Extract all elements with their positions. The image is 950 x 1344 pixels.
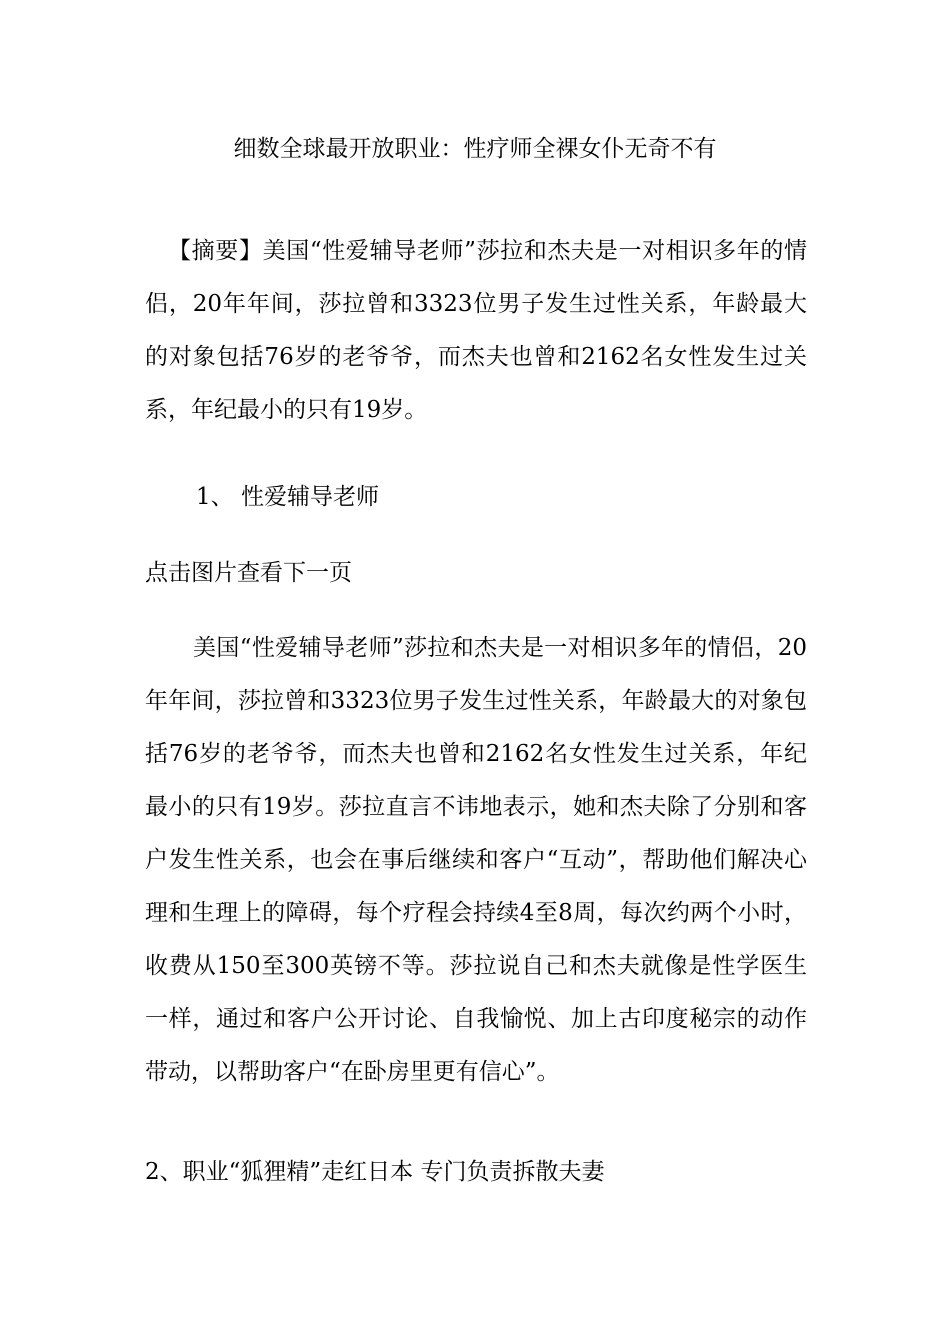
section-2-heading: 2、职业“狐狸精”走红日本 专门负责拆散夫妻 (145, 1159, 605, 1185)
section-1-paragraph: 美国“性爱辅导老师”莎拉和杰夫是一对相识多年的情侣，20年年间，莎拉曾和3323位男子发生过性关系，年龄最大的对象包括76岁的老爷爷，而杰夫也曾和2162名女性发生过关系，年纪最小的只有19岁。莎拉直言不讳地表示，她和杰夫除了分别和客户发生性关系，也会在事后继续和客户“互动”，帮助他们解决心理和生理上的障碍，每个疗程会持续4至8周，每次约两个小时，收费从150至300英镑不等。莎拉说自己和杰夫就像是性学医生一样，通过和客户公开讨论、自我愉悦、加上古印度秘宗的动作带动，以帮助客户“在卧房里更有信心”。 (145, 635, 807, 1085)
document-title: 细数全球最开放职业：性疗师全裸女仆无奇不有 (233, 136, 717, 162)
abstract-paragraph: 【摘要】美国“性爱辅导老师”莎拉和杰夫是一对相识多年的情侣，20年年间，莎拉曾和3323位男子发生过性关系，年龄最大的对象包括76岁的老爷爷，而杰夫也曾和2162名女性发生过关系，年纪最小的只有19岁。 (145, 238, 807, 423)
section-1-heading: 1、 性爱辅导老师 (196, 484, 379, 510)
click-image-hint: 点击图片查看下一页 (145, 560, 352, 586)
